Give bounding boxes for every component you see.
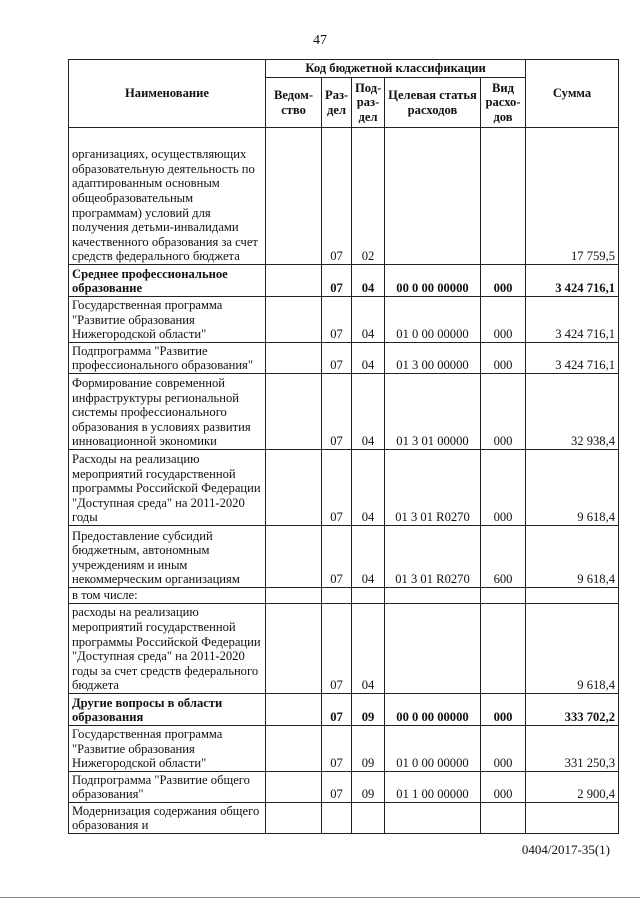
header-expense-type: Вид расхо-дов <box>481 78 526 128</box>
row-target-article: 00 0 00 00000 <box>385 694 481 726</box>
row-target-article: 01 3 01 R0270 <box>385 526 481 588</box>
row-razdel <box>322 803 352 834</box>
row-vedomstvo <box>266 694 322 726</box>
row-target-article: 00 0 00 00000 <box>385 265 481 297</box>
row-target-article: 01 3 01 00000 <box>385 374 481 450</box>
table-row <box>69 265 619 297</box>
row-expense-type: 000 <box>481 450 526 526</box>
row-podrazdel: 04 <box>352 343 385 374</box>
table-row <box>69 726 619 772</box>
table-row <box>69 694 619 726</box>
row-sum: 17 759,5 <box>526 128 619 265</box>
row-vedomstvo <box>266 343 322 374</box>
row-expense-type: 600 <box>481 526 526 588</box>
table-row <box>69 526 619 588</box>
row-sum <box>526 588 619 604</box>
table-row <box>69 297 619 343</box>
row-expense-type: 000 <box>481 343 526 374</box>
row-razdel: 07 <box>322 526 352 588</box>
row-razdel: 07 <box>322 694 352 726</box>
table-row <box>69 128 619 265</box>
row-name: Другие вопросы в области образования <box>69 694 266 726</box>
header-name: Наименование <box>69 60 266 128</box>
row-razdel: 07 <box>322 604 352 694</box>
table-row <box>69 588 619 604</box>
row-podrazdel <box>352 588 385 604</box>
row-podrazdel: 04 <box>352 526 385 588</box>
row-razdel: 07 <box>322 450 352 526</box>
row-podrazdel: 09 <box>352 694 385 726</box>
row-name: Государственная программа "Развитие образования Нижегородской области" <box>69 726 266 772</box>
row-vedomstvo <box>266 450 322 526</box>
row-podrazdel: 04 <box>352 297 385 343</box>
row-podrazdel: 09 <box>352 726 385 772</box>
row-expense-type <box>481 604 526 694</box>
row-sum: 9 618,4 <box>526 450 619 526</box>
header-razdel: Раз-дел <box>322 78 352 128</box>
row-target-article <box>385 128 481 265</box>
row-vedomstvo <box>266 526 322 588</box>
row-name: организациях, осуществляющих образовательную деятельность по адаптированным основным общеобразовательным программам) условий для получения детьми-инвалидами качественного образования за счет средств федерального бюджета <box>69 128 266 265</box>
row-podrazdel: 02 <box>352 128 385 265</box>
row-target-article: 01 3 00 00000 <box>385 343 481 374</box>
row-name: Предоставление субсидий бюджетным, автономным учреждениям и иным некоммерческим организациям <box>69 526 266 588</box>
row-sum: 3 424 716,1 <box>526 297 619 343</box>
row-vedomstvo <box>266 297 322 343</box>
row-target-article: 01 1 00 00000 <box>385 772 481 803</box>
header-classification-code: Код бюджетной классификации <box>266 60 526 78</box>
page-edge-line <box>0 897 640 898</box>
row-podrazdel: 04 <box>352 265 385 297</box>
row-podrazdel: 04 <box>352 604 385 694</box>
row-sum: 331 250,3 <box>526 726 619 772</box>
table-row <box>69 374 619 450</box>
page-number: 47 <box>313 33 327 48</box>
row-vedomstvo <box>266 588 322 604</box>
table-row <box>69 803 619 834</box>
header-sum: Сумма <box>526 60 619 128</box>
row-razdel: 07 <box>322 726 352 772</box>
row-podrazdel: 09 <box>352 772 385 803</box>
row-razdel: 07 <box>322 772 352 803</box>
row-expense-type: 000 <box>481 297 526 343</box>
row-sum: 2 900,4 <box>526 772 619 803</box>
row-podrazdel <box>352 803 385 834</box>
row-vedomstvo <box>266 604 322 694</box>
row-name: расходы на реализацию мероприятий государственной программы Российской Федерации "Доступная среда" на 2011-2020 годы за счет средств федерального бюджета <box>69 604 266 694</box>
row-sum <box>526 803 619 834</box>
table-row <box>69 343 619 374</box>
row-razdel <box>322 588 352 604</box>
row-razdel: 07 <box>322 128 352 265</box>
row-podrazdel: 04 <box>352 374 385 450</box>
row-name: Модернизация содержания общего образования и <box>69 803 266 834</box>
row-sum: 9 618,4 <box>526 526 619 588</box>
row-vedomstvo <box>266 374 322 450</box>
row-sum: 32 938,4 <box>526 374 619 450</box>
row-target-article <box>385 588 481 604</box>
row-target-article: 01 0 00 00000 <box>385 726 481 772</box>
row-expense-type <box>481 128 526 265</box>
row-name: в том числе: <box>69 588 266 604</box>
row-sum: 3 424 716,1 <box>526 265 619 297</box>
row-name: Государственная программа "Развитие образования Нижегородской области" <box>69 297 266 343</box>
row-podrazdel: 04 <box>352 450 385 526</box>
header-target-article: Целевая статья расходов <box>385 78 481 128</box>
row-expense-type: 000 <box>481 726 526 772</box>
row-target-article: 01 0 00 00000 <box>385 297 481 343</box>
row-name: Формирование современной инфраструктуры региональной системы профессионального образования в условиях развития инновационной экономики <box>69 374 266 450</box>
document-code: 0404/2017-35(1) <box>521 842 610 857</box>
row-razdel: 07 <box>322 265 352 297</box>
row-name: Расходы на реализацию мероприятий государственной программы Российской Федерации "Доступная среда" на 2011-2020 годы <box>69 450 266 526</box>
row-sum: 333 702,2 <box>526 694 619 726</box>
row-expense-type: 000 <box>481 265 526 297</box>
table-row <box>69 450 619 526</box>
row-name: Подпрограмма "Развитие общего образования" <box>69 772 266 803</box>
row-target-article <box>385 803 481 834</box>
row-vedomstvo <box>266 128 322 265</box>
row-razdel: 07 <box>322 374 352 450</box>
row-sum: 9 618,4 <box>526 604 619 694</box>
header-vedomstvo: Ведом-ство <box>266 78 322 128</box>
row-expense-type: 000 <box>481 772 526 803</box>
row-expense-type <box>481 588 526 604</box>
row-name: Подпрограмма "Развитие профессионального образования" <box>69 343 266 374</box>
row-vedomstvo <box>266 772 322 803</box>
row-name: Среднее профессиональное образование <box>69 265 266 297</box>
row-razdel: 07 <box>322 343 352 374</box>
header-podrazdel: Под-раз-дел <box>352 78 385 128</box>
row-vedomstvo <box>266 265 322 297</box>
row-razdel: 07 <box>322 297 352 343</box>
row-target-article: 01 3 01 R0270 <box>385 450 481 526</box>
table-row <box>69 772 619 803</box>
row-target-article <box>385 604 481 694</box>
row-vedomstvo <box>266 803 322 834</box>
row-expense-type: 000 <box>481 374 526 450</box>
row-vedomstvo <box>266 726 322 772</box>
budget-table <box>68 59 619 834</box>
row-expense-type <box>481 803 526 834</box>
table-row <box>69 604 619 694</box>
row-sum: 3 424 716,1 <box>526 343 619 374</box>
row-expense-type: 000 <box>481 694 526 726</box>
